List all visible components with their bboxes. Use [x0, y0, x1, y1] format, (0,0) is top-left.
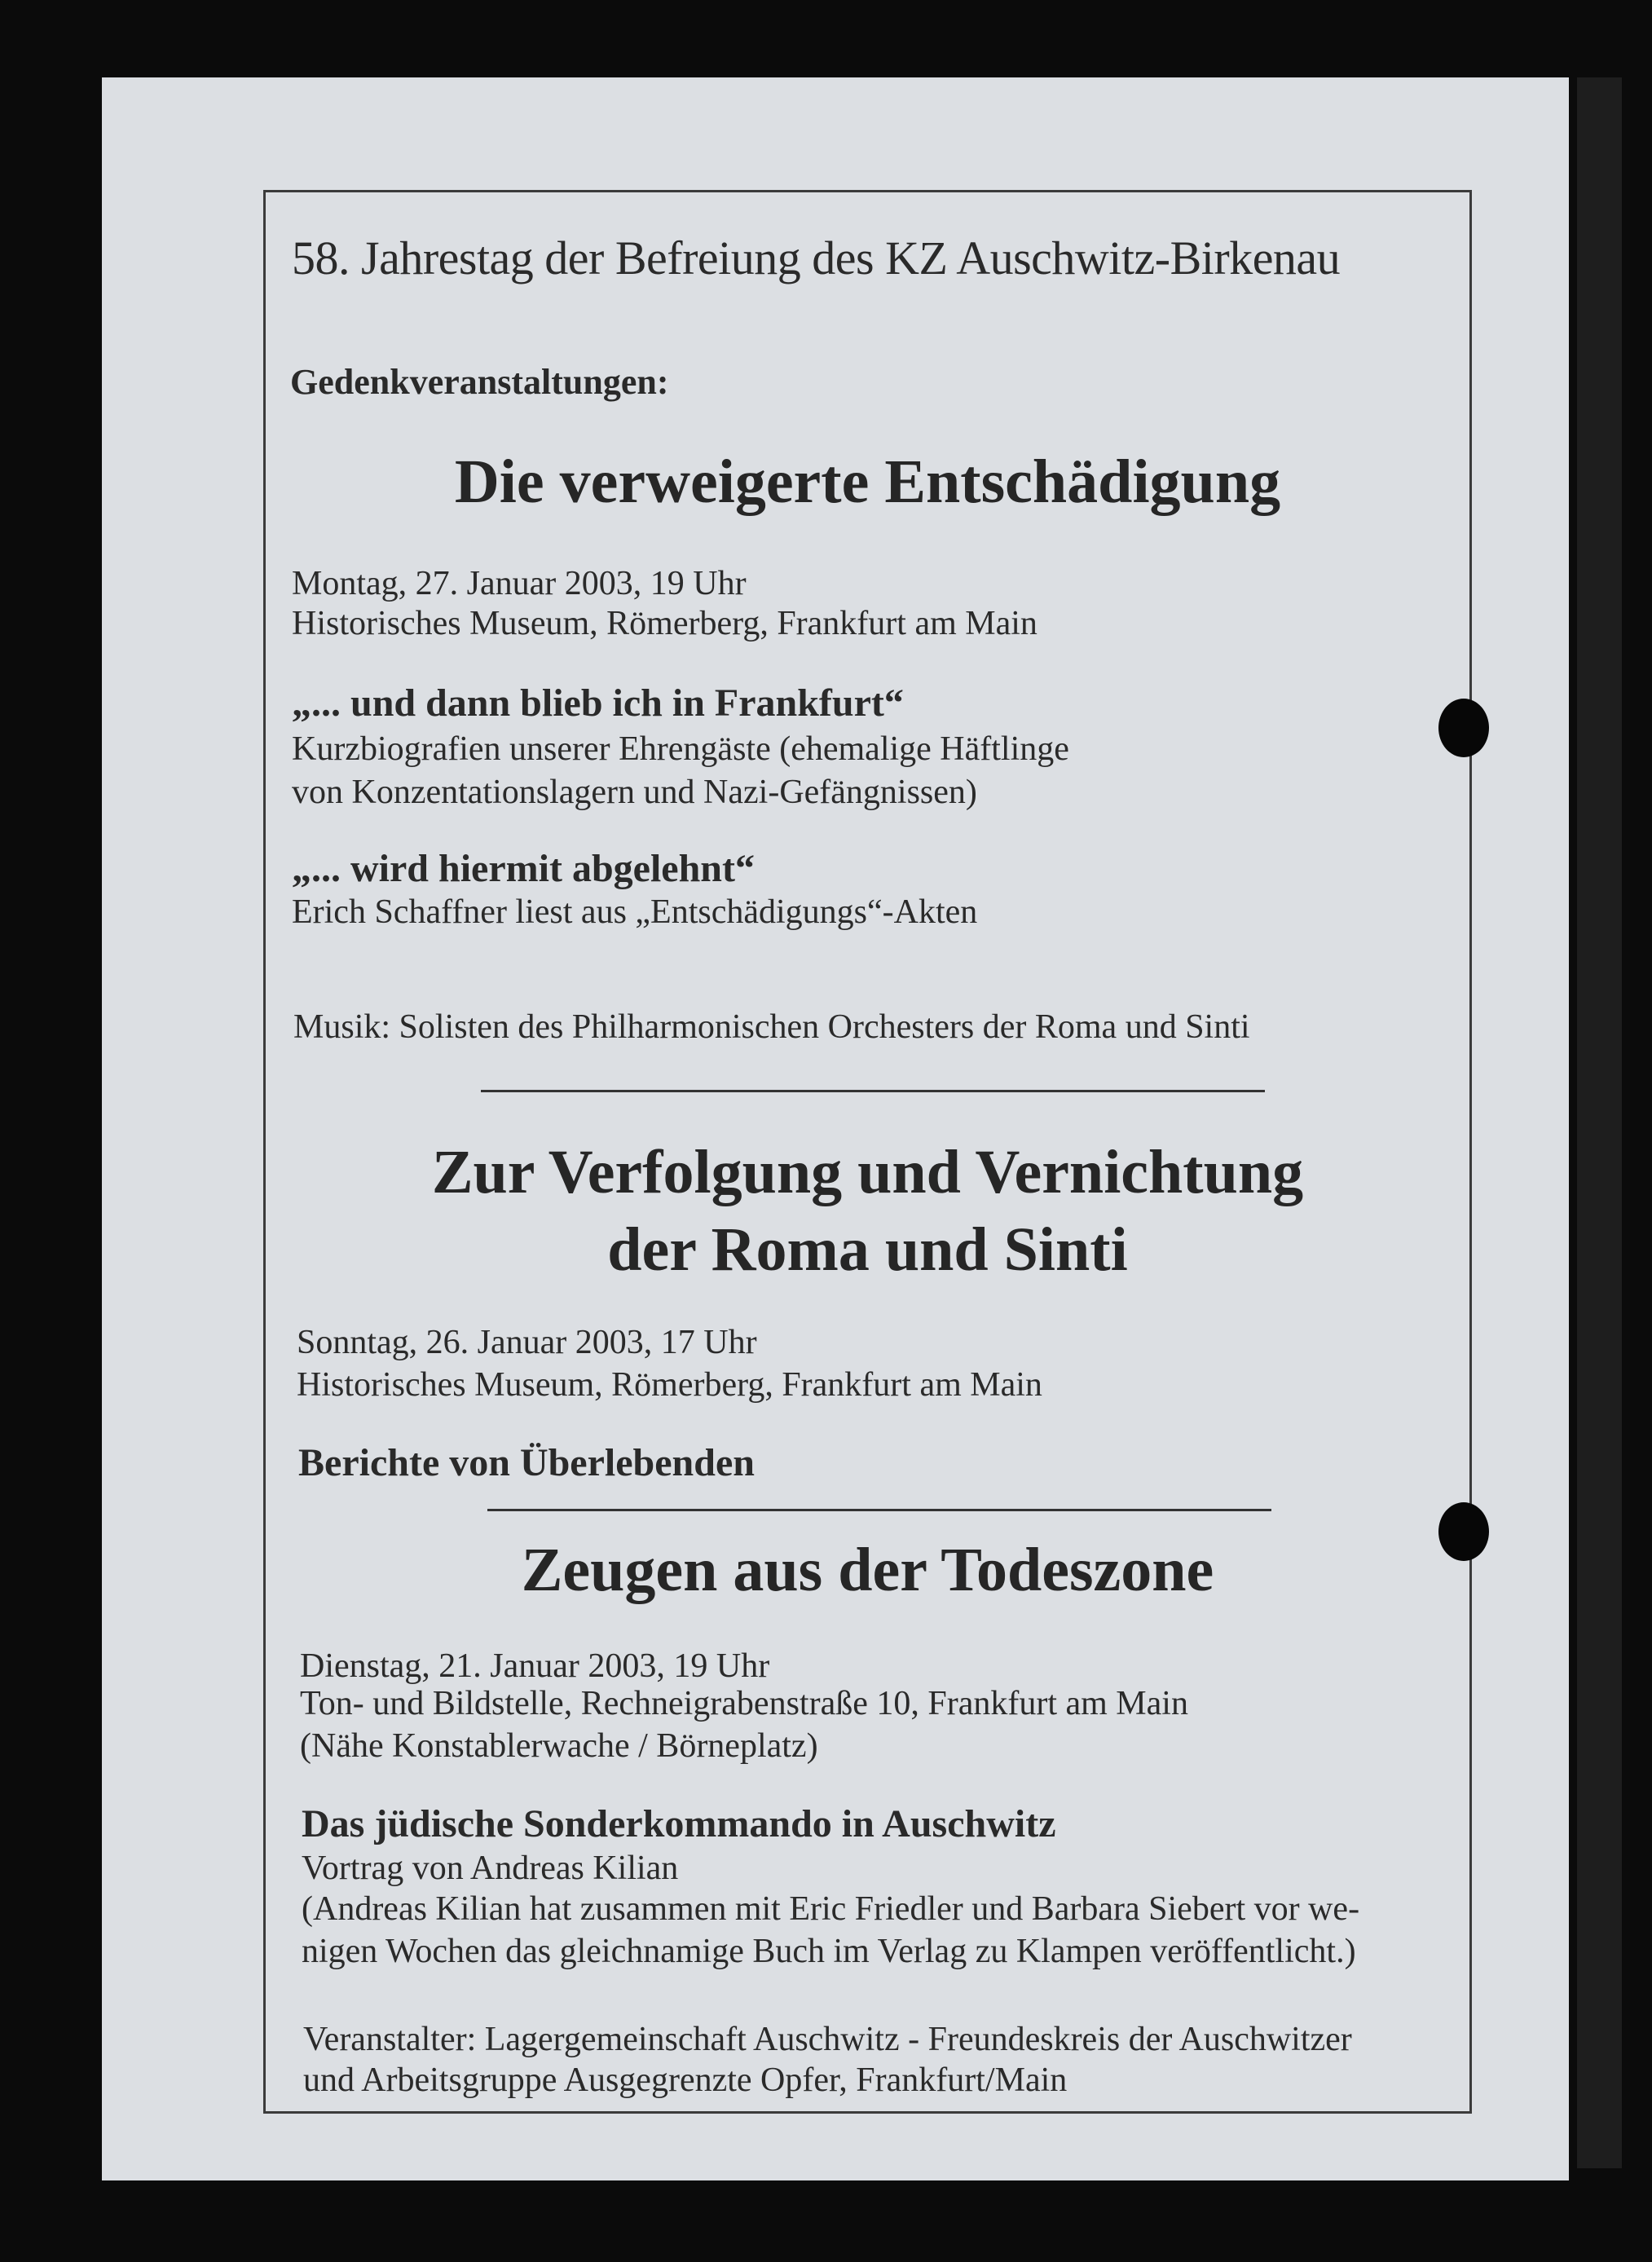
event2-venue: Historisches Museum, Römerberg, Frankfurt am Main — [297, 1366, 1042, 1404]
event3-venue-line2: (Nähe Konstablerwache / Börneplatz) — [300, 1727, 818, 1765]
event1-title: Die verweigerte Entschädigung — [454, 448, 1281, 516]
page-heading: 58. Jahrestag der Befreiung des KZ Auschwitz-Birkenau — [292, 231, 1341, 284]
organizer-line1: Veranstalter: Lagergemeinschaft Auschwitz - Freundeskreis der Auschwitzer — [303, 2021, 1352, 2058]
event3-lecture-by: Vortrag von Andreas Kilian — [302, 1850, 679, 1887]
event3-lecture-title: Das jüdische Sonderkommando in Auschwitz — [302, 1802, 1056, 1845]
event1-part1-line2: von Konzentationslagern und Nazi-Gefängnissen) — [292, 774, 977, 811]
event1-part1-line1: Kurzbiografien unserer Ehrengäste (ehemalige Häftlinge — [292, 730, 1069, 768]
section-divider-1 — [481, 1090, 1265, 1092]
event1-part2-title: „... wird hiermit abgelehnt“ — [292, 847, 755, 890]
event3-note-line2: nigen Wochen das gleichnamige Buch im Verlag zu Klampen veröffentlicht.) — [302, 1933, 1356, 1970]
organizer-line2: und Arbeitsgruppe Ausgegrenzte Opfer, Frankfurt/Main — [303, 2061, 1068, 2099]
event3-date: Dienstag, 21. Januar 2003, 19 Uhr — [300, 1647, 770, 1685]
event3-title: Zeugen aus der Todeszone — [521, 1536, 1214, 1604]
section-divider-2 — [487, 1509, 1271, 1511]
event2-title-line2: der Roma und Sinti — [607, 1215, 1128, 1284]
event1-date: Montag, 27. Januar 2003, 19 Uhr — [292, 565, 747, 602]
event2-date: Sonntag, 26. Januar 2003, 17 Uhr — [297, 1324, 757, 1361]
punch-hole-upper — [1438, 699, 1489, 757]
event2-subtitle: Berichte von Überlebenden — [298, 1441, 755, 1484]
page-stack-edge — [1577, 77, 1622, 2168]
event2-title-line1: Zur Verfolgung und Vernichtung — [431, 1138, 1304, 1206]
event1-venue: Historisches Museum, Römerberg, Frankfurt am Main — [292, 605, 1037, 642]
event1-part1-title: „... und dann blieb ich in Frankfurt“ — [292, 681, 904, 725]
event1-part2-line1: Erich Schaffner liest aus „Entschädigungs“-Akten — [292, 893, 978, 931]
event3-note-line1: (Andreas Kilian hat zusammen mit Eric Friedler und Barbara Siebert vor we- — [302, 1890, 1360, 1928]
event3-venue-line1: Ton- und Bildstelle, Rechneigrabenstraße 10, Frankfurt am Main — [300, 1685, 1188, 1722]
event1-music: Musik: Solisten des Philharmonischen Orchesters der Roma und Sinti — [293, 1008, 1250, 1046]
events-subheading: Gedenkveranstaltungen: — [290, 362, 669, 402]
